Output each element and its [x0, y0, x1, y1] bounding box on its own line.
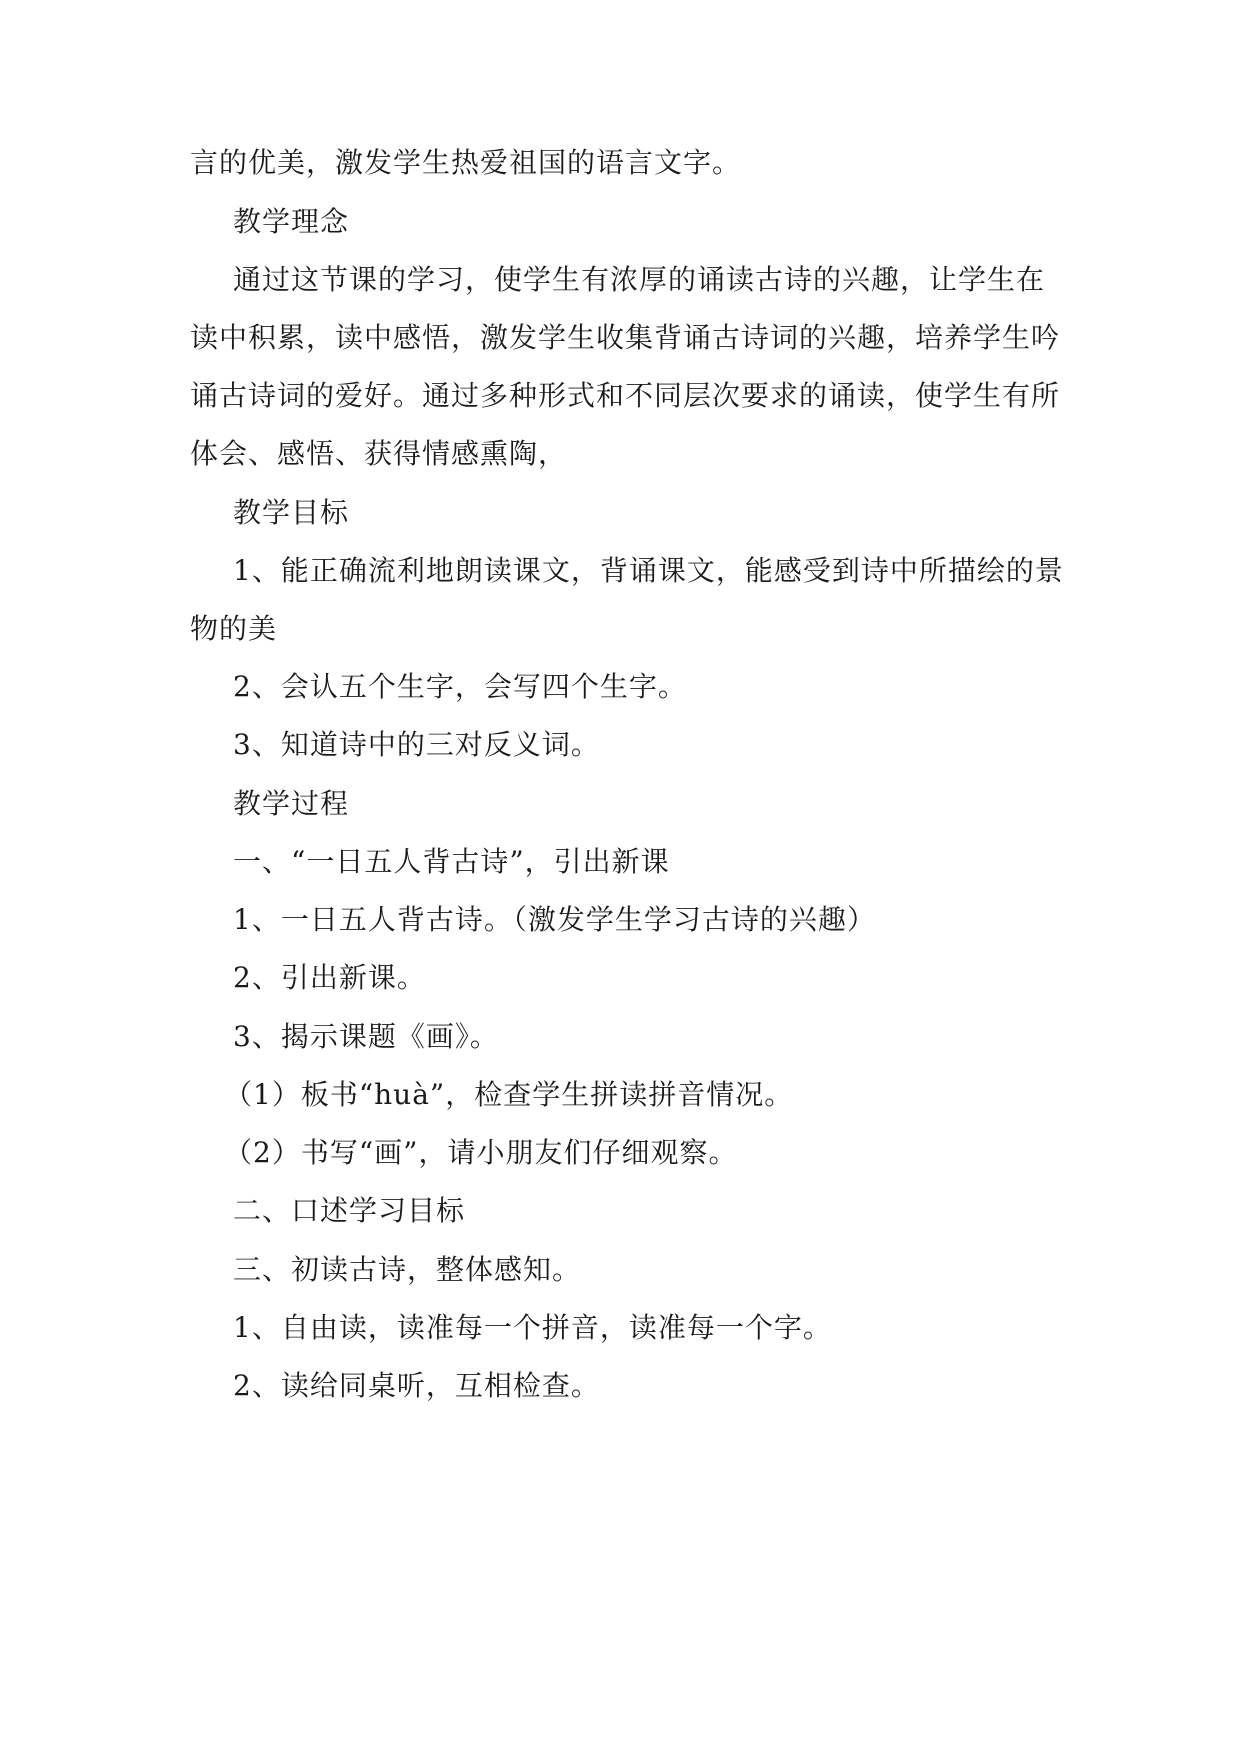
list-item: 三、初读古诗，整体感知。	[233, 1253, 582, 1286]
paragraph-line: 言的优美，激发学生热爱祖国的语言文字。	[190, 146, 742, 179]
paragraph-line: 诵古诗词的爱好。通过多种形式和不同层次要求的诵读，使学生有所	[190, 379, 1061, 412]
list-item: 1、自由读，读准每一个拼音，读准每一个字。	[233, 1311, 832, 1344]
list-item: 2、会认五个生字，会写四个生字。	[233, 670, 687, 703]
list-item: （2）书写“画”，请小朋友们仔细观察。	[224, 1136, 738, 1169]
paragraph-line: 通过这节课的学习，使学生有浓厚的诵读古诗的兴趣，让学生在	[233, 263, 1046, 296]
paragraph-line: 物的美	[190, 612, 278, 645]
list-item: 二、口述学习目标	[233, 1194, 466, 1227]
list-item: 1、一日五人背古诗。（激发学生学习古诗的兴趣）	[233, 903, 876, 936]
list-item: 2、引出新课。	[233, 961, 426, 994]
paragraph-line: 读中积累，读中感悟，激发学生收集背诵古诗词的兴趣，培养学生吟	[190, 321, 1061, 354]
list-item: （1）板书“huà”，检查学生拼读拼音情况。	[224, 1078, 794, 1111]
list-item: 一、“一日五人背古诗”，引出新课	[233, 845, 670, 878]
paragraph-line: 体会、感悟、获得情感熏陶，	[190, 437, 568, 470]
list-item: 2、读给同桌听，互相检查。	[233, 1369, 600, 1402]
list-item: 3、揭示课题《画》。	[233, 1020, 499, 1053]
list-item: 1、能正确流利地朗读课文，背诵课文，能感受到诗中所描绘的景	[233, 554, 1064, 587]
section-heading: 教学过程	[233, 787, 350, 820]
section-heading: 教学目标	[233, 496, 350, 529]
list-item: 3、知道诗中的三对反义词。	[233, 728, 600, 761]
section-heading: 教学理念	[233, 205, 350, 238]
